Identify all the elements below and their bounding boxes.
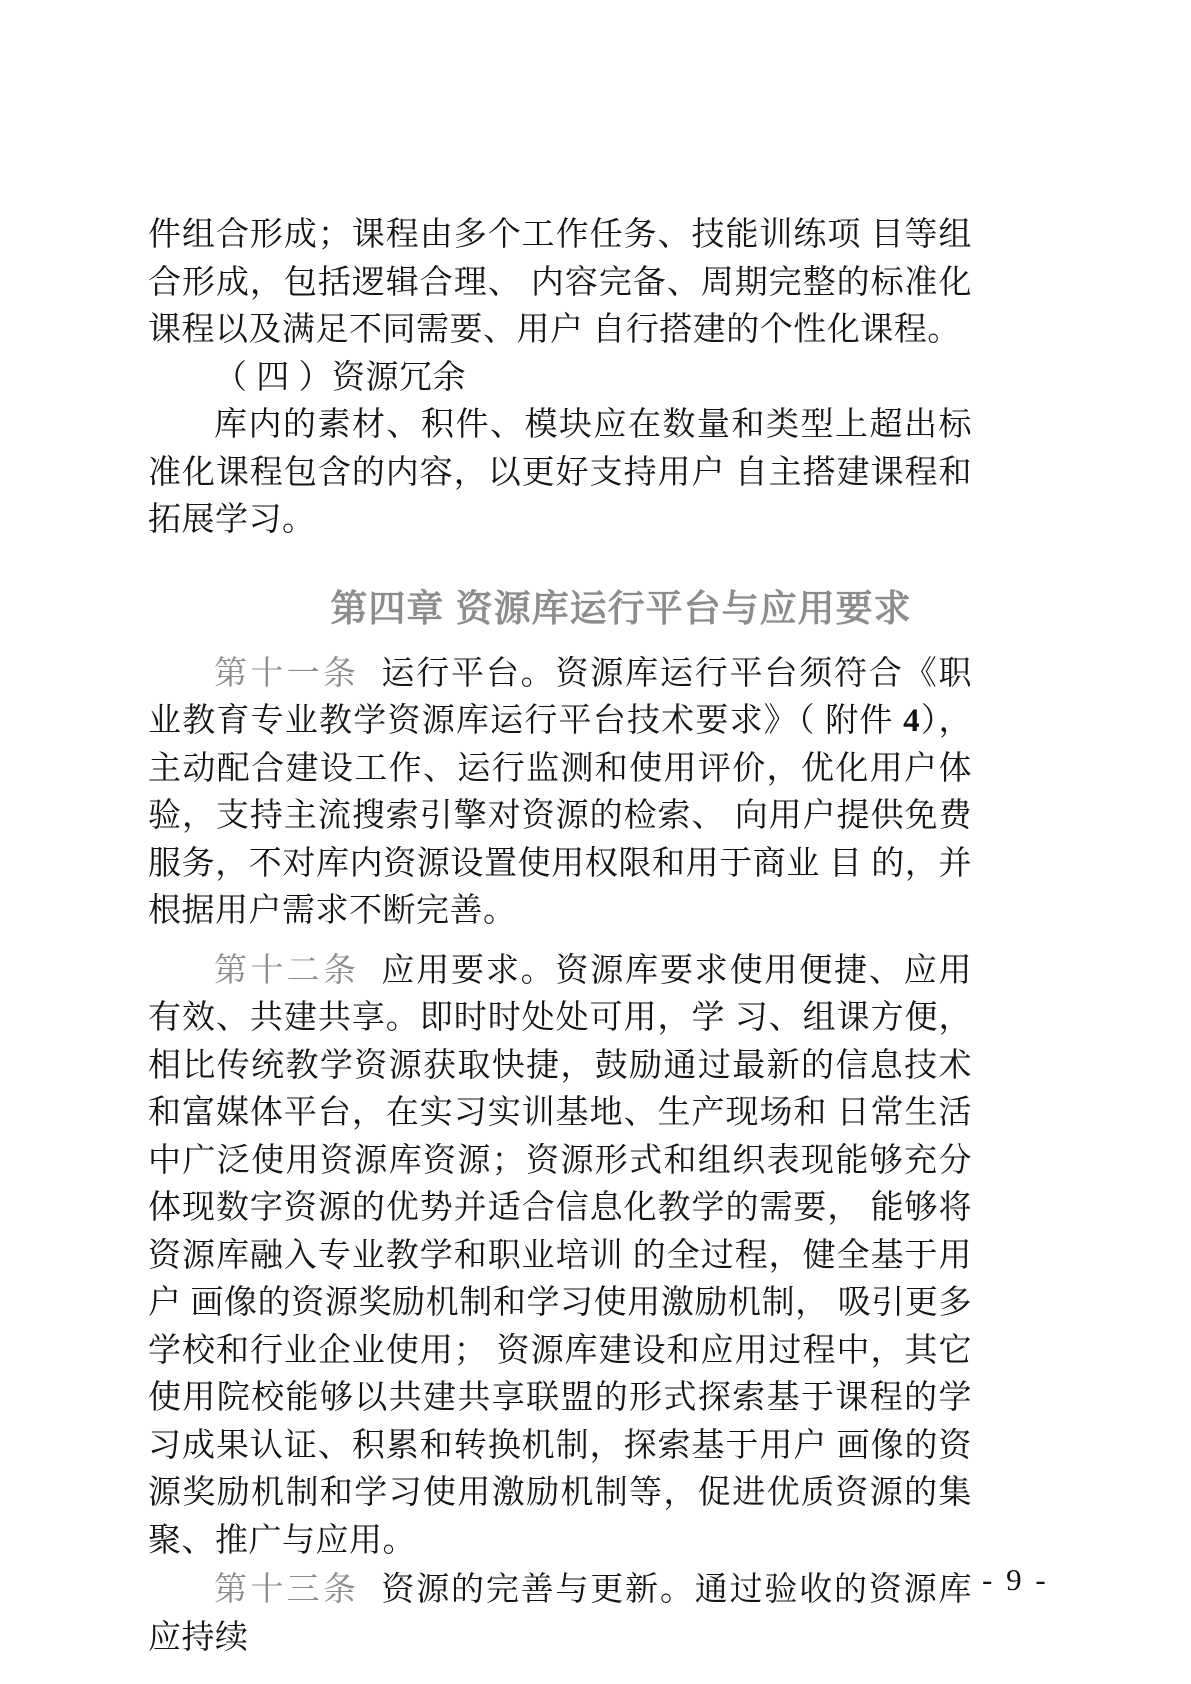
article-number-label: 第十二条	[214, 950, 360, 988]
document-body	[148, 212, 972, 1662]
paragraph-item-four-heading	[148, 355, 972, 403]
text-run: ），主动配合建设工作、运行监测和使用评价，优化用户体验，支持主流搜索引擎对资源的检索、 向用户提供免费服务，不对库内资源设置使用权限和用于商业 目 的，并根据用户需求不断完善。	[148, 703, 973, 929]
text-run: 资源的完善与更新。通过验收的资源库应持续	[148, 1572, 973, 1656]
text-run: （ 四 ）资源冗余	[214, 359, 466, 396]
text-run: 运行平台。资源库运行平台须符合《职业教育专业教学资源库运行平台技术要求》（ 附件	[148, 655, 973, 739]
page-number: - 9 -	[982, 1562, 1049, 1597]
chapter-heading: 第四章 资源库运行平台与应用要求	[330, 587, 912, 629]
paragraph-article-13	[148, 1565, 972, 1662]
text-run: 应用要求。资源库要求使用便捷、应用有效、共建共享。即时时处处可用，学 习、组课方便，相比传统教学资源获取快捷，鼓励通过最新的信息技术和富媒体平台，在实习实训基地、生产现场和 日常生活中广泛使用资源库资源；资源形式和组织表现能够充分体现数字资源的优势并适合信息化教学的需要， 能够将资源库融入专业教学和职业培训 的全过程，健全基于用户 画像的资源奖励机制和学习使用激励机制， 吸引更多学校和行业企业使用； 资源库建设和应用过程中，其它使用院校能够以共建共享联盟的形式探索基于课程的学习成果认证、积累和转换机制，探索基于用户 画像的资源奖励机制和学习使用激励机制等，促进优质资源的集聚、推广与应用。	[148, 952, 973, 1559]
paragraph-continuation	[148, 212, 972, 355]
article-number-label: 第十三条	[214, 1570, 360, 1607]
paragraph-resource-redundancy	[148, 402, 972, 545]
text-run: 件组合形成；课程由多个工作任务、技能训练项 目等组合形成，包括逻辑合理、 内容完备、周期完整的标准化课程以及满足不同需要、用户 自行搭建的个性化课程。	[148, 217, 972, 348]
text-run: 4	[903, 703, 921, 739]
paragraph-article-12	[148, 946, 972, 1566]
paragraph-article-11	[148, 649, 972, 936]
article-number-label: 第十一条	[214, 653, 360, 691]
text-run: 库内的素材、积件、模块应在数量和类型上超出标准化课程包含的内容，以更好支持用户 自主搭建课程和拓展学习。	[148, 407, 972, 538]
